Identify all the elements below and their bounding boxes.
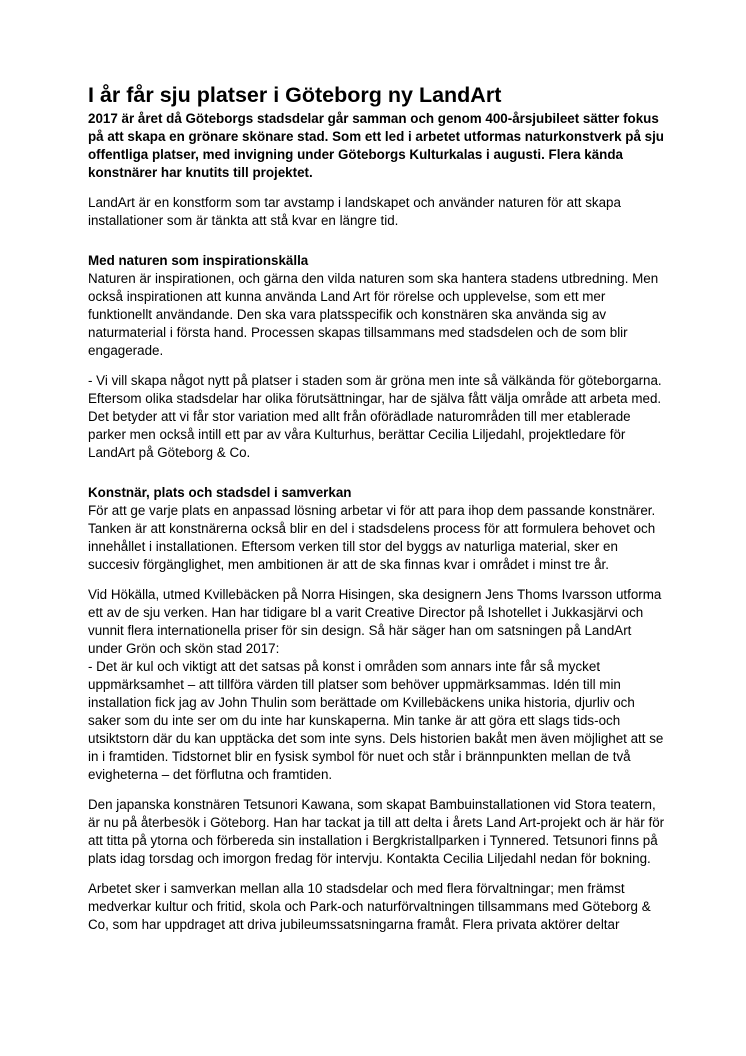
paragraph: - Vi vill skapa något nytt på platser i staden som är gröna men inte så välkända för göteborgarna. Eftersom olika stadsdelar har olika förutsättningar, har de själva fått välja område att arbeta med. Det betyder att vi får stor variation med allt från oförädlade naturområden till mer etablerade parker men också intill ett par av våra Kulturhus, berättar Cecilia Liljedahl, projektledare för LandArt på Göteborg & Co. bbox=[88, 373, 662, 460]
section-heading-collaboration: Konstnär, plats och stadsdel i samverkan bbox=[88, 485, 352, 500]
paragraph: Vid Hökälla, utmed Kvillebäcken på Norra Hisingen, ska designern Jens Thoms Ivarsson utforma ett av de sju verken. Han har tidigare bl a varit Creative Director på Ishotellet i Jukkasjärvi och vunnit flera internationella priser för sin design. Så här säger han om satsningen på LandArt under Grön och skön stad 2017: bbox=[88, 587, 662, 656]
intro-paragraph: LandArt är en konstform som tar avstamp i landskapet och använder naturen för att skapa installationer som är tänkta att stå kvar en längre tid. bbox=[88, 195, 621, 228]
paragraph: För att ge varje plats en anpassad lösning arbetar vi för att para ihop dem passande konstnärer. Tanken är att konstnärerna också blir en del i stadsdelens process för att formulera behovet och innehållet i installationen. Eftersom verken till stor del byggs av naturliga material, sker en succesiv förgänglighet, men ambitionen är att de ska finnas kvar i området i minst tre år. bbox=[88, 503, 656, 572]
paragraph: Den japanska konstnären Tetsunori Kawana, som skapat Bambuinstallationen vid Stora teatern, är nu på återbesök i Göteborg. Han har tackat ja till att delta i årets Land Art-projekt och är här för att titta på ytorna och förbereda sin installation i Bergkristallparken i Tynnered. Tetsunori finns på plats idag torsdag och imorgon fredag för intervju. Kontakta Cecilia Liljedahl nedan för bokning. bbox=[88, 797, 665, 866]
article-title: I år får sju platser i Göteborg ny LandArt bbox=[88, 83, 502, 107]
paragraph: Arbetet sker i samverkan mellan alla 10 stadsdelar och med flera förvaltningar; men främst medverkar kultur och fritid, skola och Park-och naturförvaltningen tillsammans med Göteborg & Co, som har uppdraget att driva jubileumssatsningarna framåt. Flera privata aktörer deltar bbox=[88, 881, 651, 932]
section-heading-inspiration: Med naturen som inspirationskälla bbox=[88, 253, 309, 268]
paragraph: Naturen är inspirationen, och gärna den vilda naturen som ska hantera stadens utbredning. Men också inspirationen att kunna använda Land Art för rörelse och upplevelse, som ett mer funktionellt användande. Den ska vara platsspecifik och konstnären ska använda sig av naturmaterial i första hand. Processen skapas tillsammans med stadsdelen och de som blir engagerade. bbox=[88, 271, 659, 358]
quote-paragraph: - Det är kul och viktigt att det satsas på konst i områden som annars inte får så mycket uppmärksamhet – att tillföra värden till platser som behöver uppmärksammas. Idén till min installation fick jag av John Thulin som berättade om Kvillebäckens unika historia, djurliv och saker som du inte ser om du inte har kunskaperna. Min tanke är att göra ett slags tids-och utsiktstorn där du kan upptäcka det som inte syns. Dels historien bakåt men även möjlighet att se in i framtiden. Tidstornet blir en fysisk symbol för nuet och står i brännpunkten mellan de två evigheterna – det förflutna och framtiden. bbox=[88, 659, 664, 782]
document-page bbox=[88, 82, 666, 946]
article-lede: 2017 är året då Göteborgs stadsdelar går samman och genom 400-årsjubileet sätter fokus på att skapa en grönare skönare stad. Som ett led i arbetet utformas naturkonstverk på sju offentliga platser, med invigning under Göteborgs Kulturkalas i augusti. Flera kända konstnärer har knutits till projektet. bbox=[88, 111, 664, 180]
